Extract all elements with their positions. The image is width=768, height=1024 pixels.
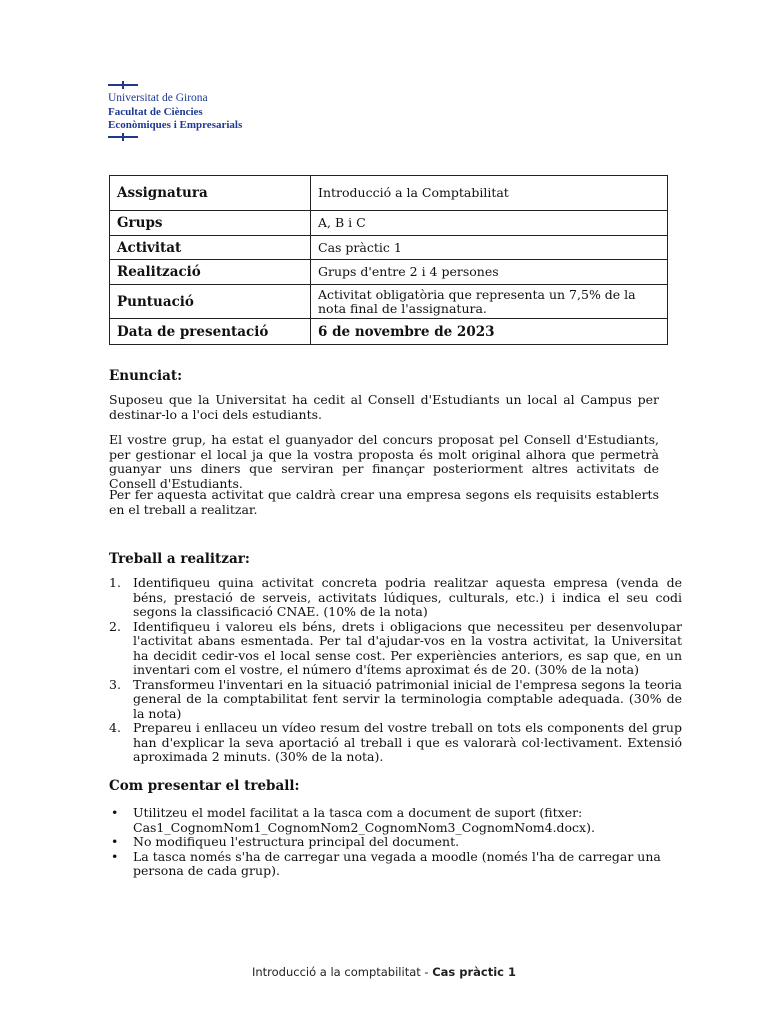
table-row <box>110 260 668 285</box>
presentar-heading: Com presentar el treball: <box>109 778 300 794</box>
row-label: Activitat <box>110 236 311 260</box>
table-row <box>110 285 668 319</box>
row-value: Cas pràctic 1 <box>311 236 668 260</box>
logo-bracket-top <box>108 84 138 86</box>
list-item-text: No modifiqueu l'estructura principal del document. <box>133 834 460 849</box>
enunciat-paragraph: El vostre grup, ha estat el guanyador del concurs proposat pel Consell d'Estudiants, per gestionar el local ja que la vostra proposta és molt original alhora que permetrà guanyar uns diners que serviran per finançar posteriorment altres activitats de Consell d'Estudiants. <box>109 432 659 491</box>
list-item-text: Utilitzeu el model facilitat a la tasca com a document de suport (fitxer: Cas1_CognomNom1_CognomNom2_CognomNom3_CognomNom4.docx). <box>133 805 595 835</box>
list-item-number: 1. <box>109 575 121 590</box>
task-list <box>109 576 682 765</box>
university-logo <box>108 84 278 140</box>
list-item <box>109 575 682 620</box>
logo-bracket-bottom <box>108 136 138 138</box>
row-label: Grups <box>110 211 311 236</box>
list-item-text: Identifiqueu i valoreu els béns, drets i obligacions que necessiteu per desenvolupar l'activitat abans esmentada. Per tal d'ajudar-vos en la vostra activitat, la Universitat ha decidit cedir-vos el local sense cost. Per experiències anteriors, es sap que, en un inventari com el vostre, el número d'ítems aproximat és de 20. (30% de la nota) <box>133 618 682 677</box>
logo-faculty-line1: Facultat de Ciències <box>108 106 203 118</box>
row-value: Grups d'entre 2 i 4 persones <box>311 260 668 285</box>
logo-university-name: Universitat de Girona <box>108 92 208 104</box>
list-item-number: 3. <box>109 676 121 692</box>
table-row <box>110 211 668 236</box>
table-row <box>110 176 668 211</box>
list-item <box>109 676 682 722</box>
list-item-number: 4. <box>109 720 121 735</box>
bullet-icon: • <box>111 805 119 820</box>
list-item <box>111 848 682 879</box>
bullet-icon: • <box>111 834 119 849</box>
list-item-number: 2. <box>109 618 121 634</box>
row-label: Puntuació <box>110 285 311 319</box>
table-row <box>110 319 668 345</box>
list-item <box>109 618 682 678</box>
table-row <box>110 236 668 260</box>
row-value: A, B i C <box>311 211 668 236</box>
row-label: Data de presentació <box>110 319 311 345</box>
row-value: Activitat obligatòria que representa un 7,5% de la nota final de l'assignatura. <box>311 285 668 319</box>
row-label: Realització <box>110 260 311 285</box>
footer-course: Introducció a la comptabilitat - <box>251 965 433 979</box>
treball-heading: Treball a realitzar: <box>109 551 250 567</box>
row-value: Introducció a la Comptabilitat <box>311 176 668 211</box>
presentation-list <box>109 806 682 879</box>
course-info-table <box>109 175 668 345</box>
bullet-icon: • <box>111 848 119 864</box>
list-item <box>111 805 682 835</box>
list-item-text: La tasca només s'ha de carregar una vegada a moodle (només l'ha de carregar una persona de cada grup). <box>133 848 661 878</box>
list-item <box>111 834 682 850</box>
row-label: Assignatura <box>110 176 311 211</box>
enunciat-paragraph: Per fer aquesta activitat que caldrà crear una empresa segons els requisits establerts en el treball a realitzar. <box>109 487 659 517</box>
enunciat-heading: Enunciat: <box>109 368 183 384</box>
list-item <box>109 720 682 765</box>
list-item-text: Prepareu i enllaceu un vídeo resum del vostre treball on tots els components del grup han d'explicar la seva aportació al treball i que es valorarà col·lectivament. Extensió aproximada 2 minuts. (30% de la nota). <box>133 720 682 764</box>
enunciat-paragraph: Suposeu que la Universitat ha cedit al Consell d'Estudiants un local al Campus per destinar-lo a l'oci dels estudiants. <box>109 392 659 422</box>
logo-faculty-line2: Econòmiques i Empresarials <box>108 119 243 131</box>
row-value: 6 de novembre de 2023 <box>311 319 668 345</box>
footer-activity: Cas pràctic 1 <box>432 965 517 979</box>
page-footer <box>0 965 768 979</box>
list-item-text: Identifiqueu quina activitat concreta podria realitzar aquesta empresa (venda de béns, prestació de serveis, activitats lúdiques, culturals, etc.) i indica el seu codi segons la classificació CNAE. (10% de la nota) <box>133 575 682 619</box>
list-item-text: Transformeu l'inventari en la situació patrimonial inicial de l'empresa segons la teoria general de la comptabilitat fent servir la terminologia comptable adequada. (30% de la nota) <box>133 676 682 721</box>
